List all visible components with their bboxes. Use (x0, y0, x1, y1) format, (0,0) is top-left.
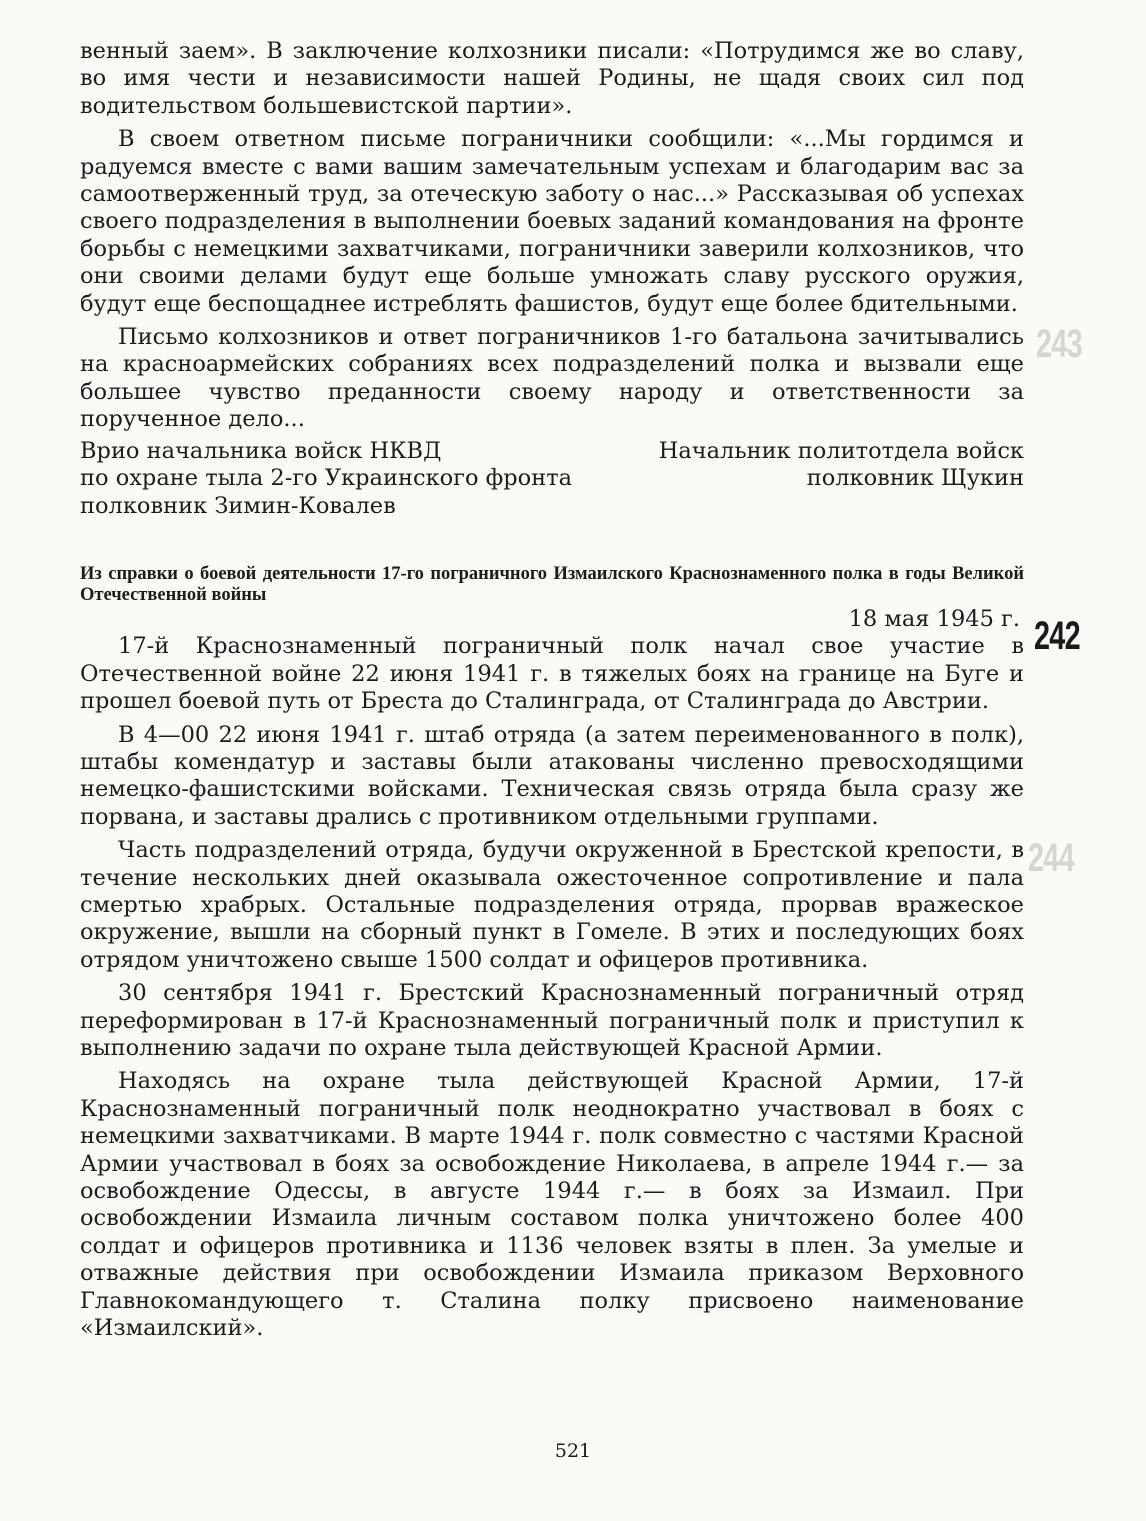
margin-number-bleed-lower: 244 (1028, 836, 1074, 880)
signature-block (80, 438, 1024, 520)
paragraph-june-attack: В 4—00 22 июня 1941 г. штаб отряда (а затем переименованного в полк), штабы комендатур и заставы были атакованы численно превосходящими немецко-фашистскими войсками. Техническая связь отряда была сразу же порвана, и заставы дрались с противником отдельными группами. (80, 721, 1024, 830)
paragraph-letters-read: Письмо колхозников и ответ пограничников 1-го батальона зачитывались на красноармейских собраниях всех подразделений полка и вызвали еще большее чувство преданности своему народу и ответственности за порученное дело... (80, 324, 1024, 433)
signature-left-line: по охране тыла 2-го Украинского фронта (80, 465, 573, 492)
margin-number-bleed-upper: 243 (1036, 322, 1082, 366)
document-heading: Из справки о боевой деятельности 17-го пограничного Измаилского Краснознаменного полка в годы Великой Отечественной войны (80, 563, 1024, 605)
signature-right-line: полковник Щукин (806, 465, 1024, 492)
document-date: 18 мая 1945 г. (848, 605, 1020, 632)
paragraph-reply-letter: В своем ответном письме пограничники сообщили: «...Мы гордимся и радуемся вместе с вами вашим замечательным успехам и благодарим вас за самоотверженный труд, за отеческую заботу о нас...» Рассказывая об успехах своего подразделения в выполнении боевых заданий командования на фронте борьбы с немецкими захватчиками, пограничники заверили колхозников, что они своими делами будут еще больше умножать славу русского оружия, будут еще беспощаднее истреблять фашистов, будут еще более бдительными. (80, 126, 1024, 317)
signature-right-line: Начальник политотдела войск (658, 437, 1024, 464)
page-body (80, 38, 1024, 1342)
paragraph-brest-fortress: Часть подразделений отряда, будучи окруженной в Брестской крепости, в течение нескольких дней оказывала ожесточенное сопротивление и пала смертью храбрых. Остальные подразделения отряда, прорвав вражеское окружение, вышли на сборный пункт в Гомеле. В этих и последующих боях отрядом уничтожено свыше 1500 солдат и офицеров противника. (80, 837, 1024, 973)
page-number: 521 (554, 1440, 592, 1462)
paragraph-continuation: венный заем». В заключение колхозники писали: «Потрудимся же во славу, во имя чести и независимости нашей Родины, не щадя своих сил под водительством большевистской партии». (80, 38, 1024, 119)
signature-right (604, 438, 1024, 493)
margin-document-number: 242 (1034, 614, 1080, 658)
paragraph-reformation: 30 сентября 1941 г. Брестский Краснознаменный пограничный отряд переформирован в 17-й Краснознаменный пограничный полк и приступил к выполнению задачи по охране тыла действующей Красной Армии. (80, 980, 1024, 1061)
signature-left-line: Врио начальника войск НКВД (80, 437, 442, 464)
signature-left-line: полковник Зимин-Ковалев (80, 492, 396, 519)
signature-left (80, 438, 600, 520)
paragraph-izmail: Находясь на охране тыла действующей Красной Армии, 17-й Краснознаменный пограничный полк неоднократно участвовал в боях с немецкими захватчиками. В марте 1944 г. полк совместно с частями Красной Армии участвовал в боях за освобождение Николаева, в апреле 1944 г.— за освобождение Одессы, в августе 1944 г.— в боях за Измаил. При освобождении Измаила личным составом полка уничтожено более 400 солдат и офицеров противника и 1136 человек взяты в плен. За умелые и отважные действия при освобождении Измаила приказом Верховного Главнокомандующего т. Сталина полку присвоено наименование «Измаилский». (80, 1068, 1024, 1342)
paragraph-regiment-start: 17-й Краснознаменный пограничный полк начал свое участие в Отечественной войне 22 июня 1941 г. в тяжелых боях на границе на Буге и прошел боевой путь от Бреста до Сталинграда, от Сталинграда до Австрии. (80, 633, 1024, 715)
